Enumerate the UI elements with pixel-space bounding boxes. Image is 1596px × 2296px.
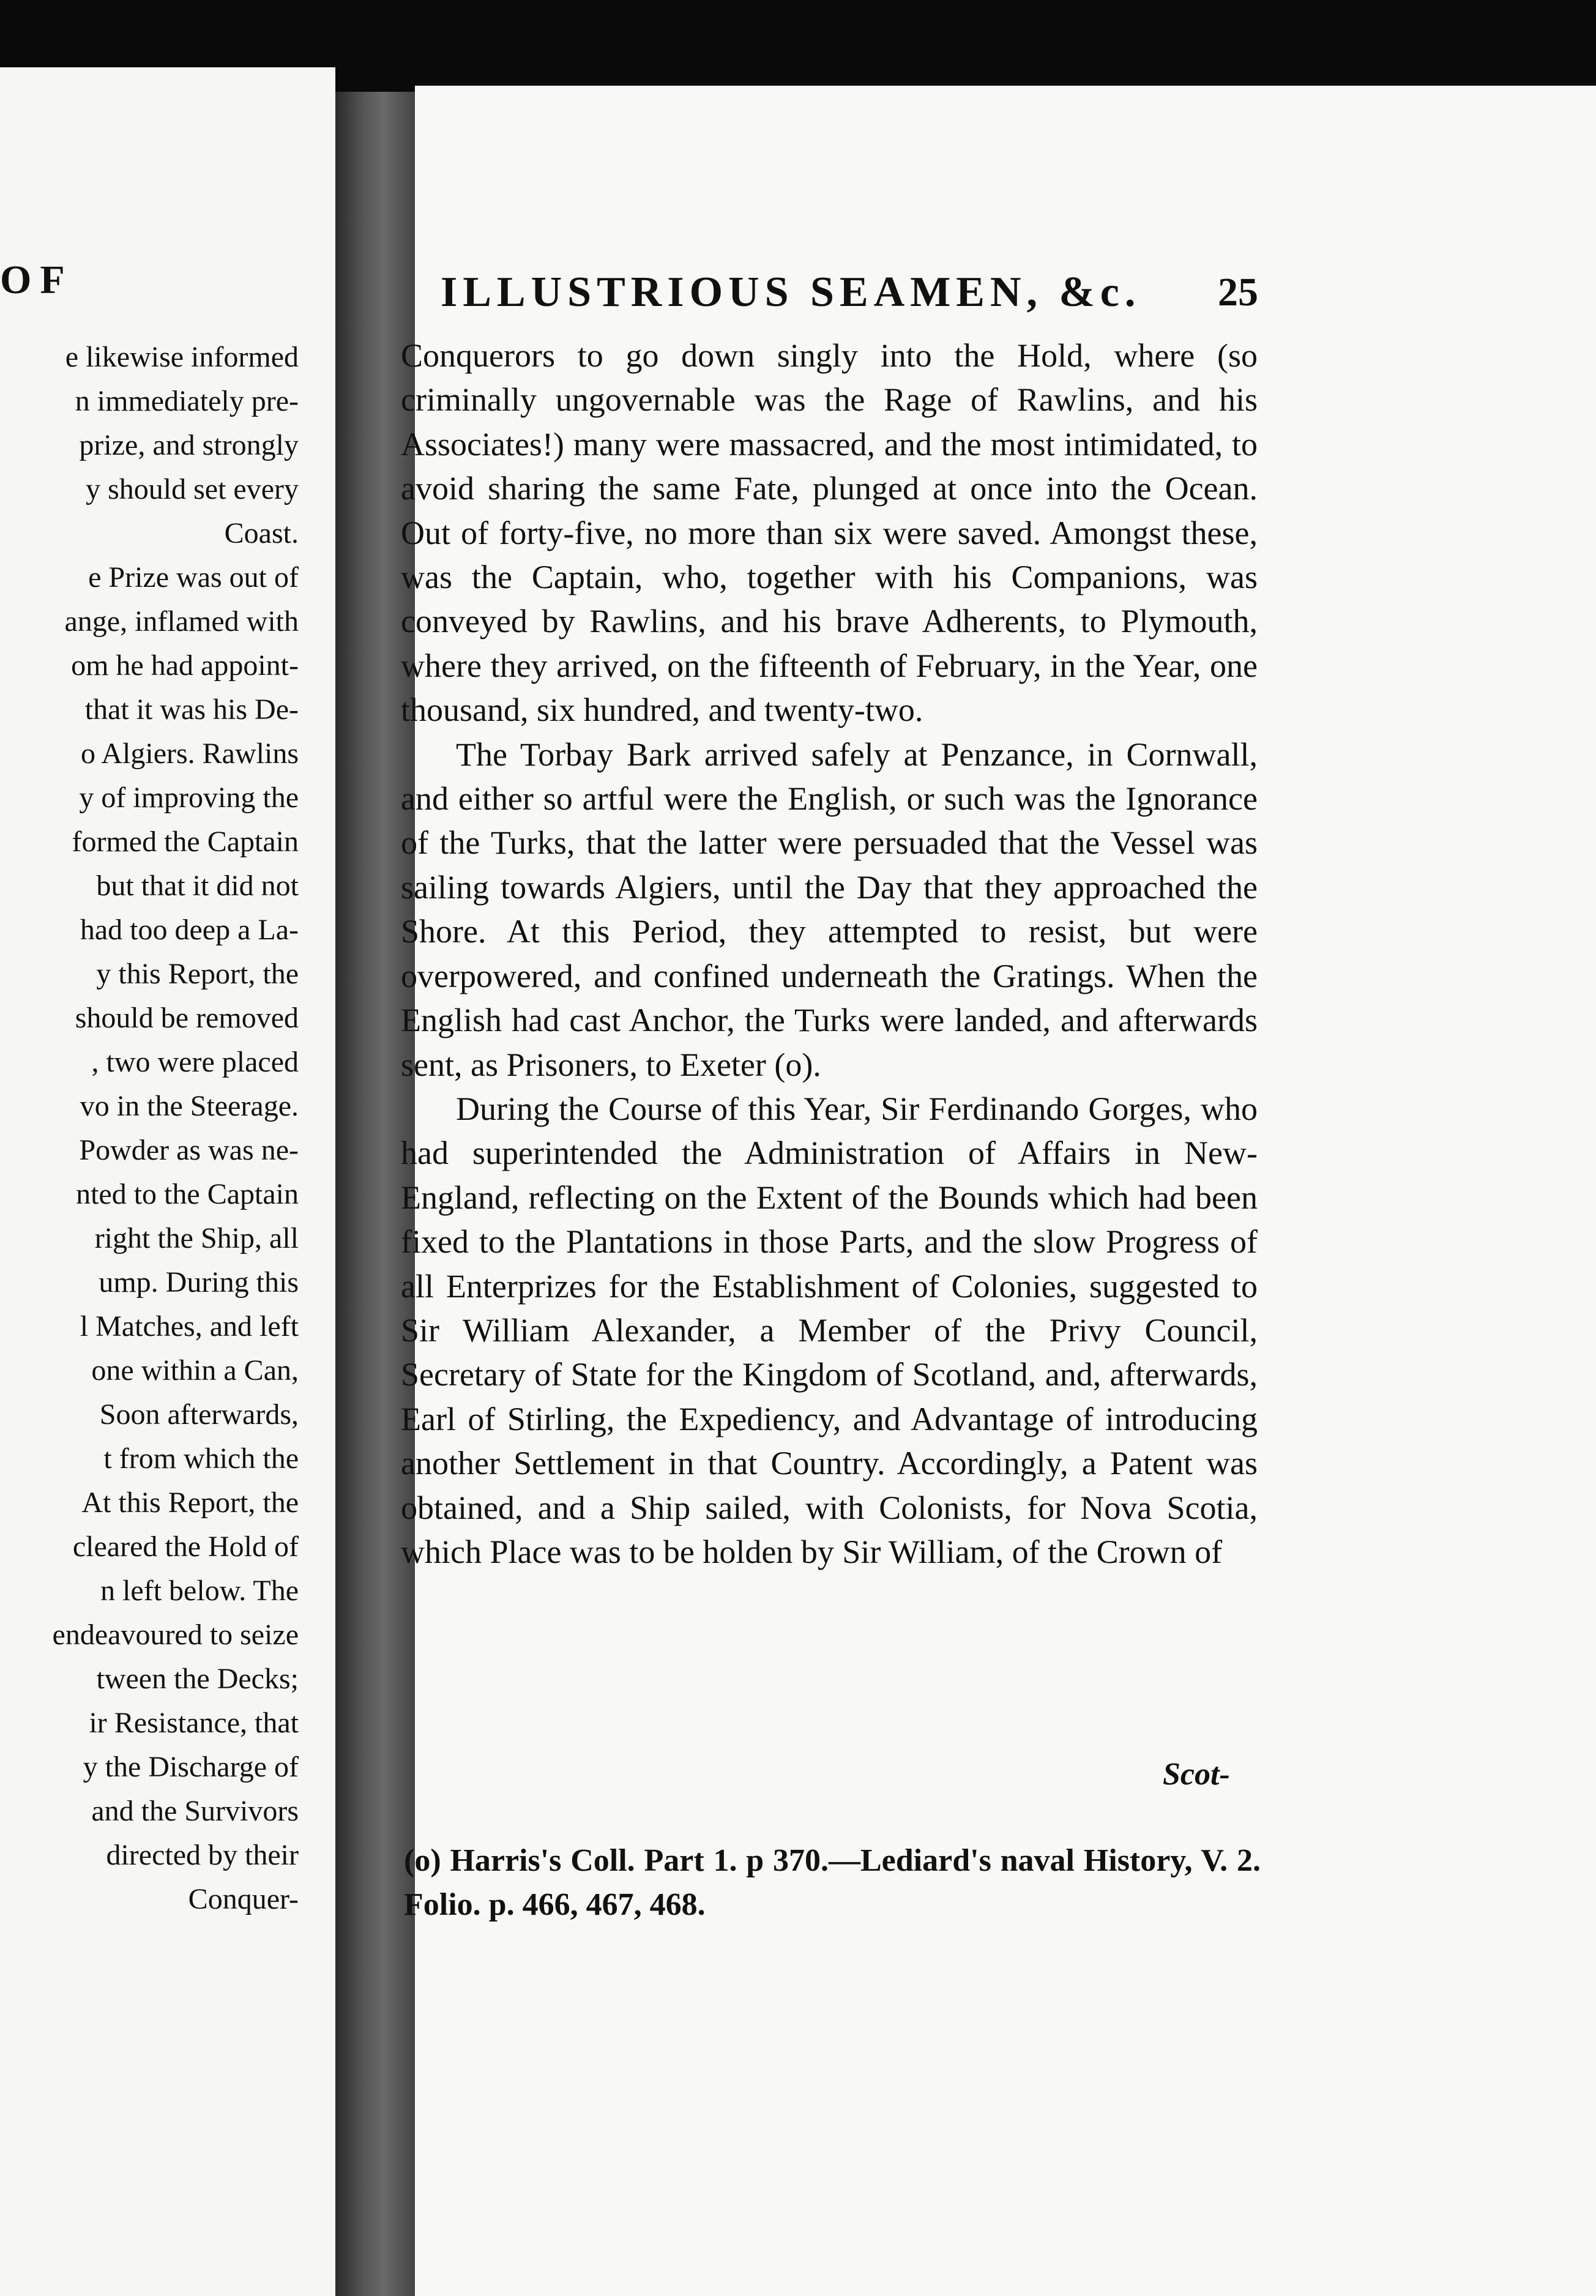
- left-line: o Algiers. Rawlins: [81, 737, 299, 770]
- left-line: had too deep a La-: [80, 914, 299, 946]
- left-line: ump. During this: [99, 1266, 299, 1299]
- left-line: vo in the Steerage.: [80, 1090, 299, 1122]
- left-line: directed by their: [106, 1839, 299, 1871]
- catchword: Scot-: [1163, 1757, 1230, 1792]
- left-line: one within a Can,: [91, 1354, 299, 1387]
- left-line: At this Report, the: [81, 1486, 299, 1519]
- left-line: Soon afterwards,: [99, 1398, 299, 1431]
- left-line: Conquer-: [188, 1883, 299, 1915]
- left-line: right the Ship, all: [94, 1222, 299, 1254]
- left-line: and the Survivors: [91, 1795, 299, 1827]
- running-head: ILLUSTRIOUS SEAMEN, &c.: [441, 269, 1141, 316]
- left-running-head-fragment: OF: [0, 258, 73, 302]
- left-page: [0, 67, 335, 2296]
- left-line: , two were placed: [91, 1046, 299, 1078]
- left-line: nted to the Captain: [76, 1178, 299, 1210]
- left-line: formed the Captain: [72, 826, 299, 858]
- page-number: 25: [1218, 270, 1258, 315]
- left-line: cleared the Hold of: [72, 1530, 299, 1563]
- left-line: e Prize was out of: [88, 561, 299, 594]
- left-line: om he had appoint-: [71, 649, 299, 682]
- left-line: y of improving the: [79, 781, 299, 814]
- left-line: n left below. The: [100, 1575, 299, 1607]
- left-line: should be removed: [75, 1002, 299, 1034]
- footnote: (o) Harris's Coll. Part 1. p 370.—Lediard's naval History, V. 2. Folio. p. 466, 467, 468.: [404, 1843, 1261, 1922]
- left-line: y the Discharge of: [83, 1751, 299, 1783]
- left-line: ir Resistance, that: [89, 1707, 299, 1739]
- left-line: endeavoured to seize: [52, 1619, 299, 1651]
- left-line: y should set every: [86, 473, 299, 505]
- left-line: ange, inflamed with: [64, 605, 299, 638]
- left-line: Powder as was ne-: [79, 1134, 299, 1166]
- body-text: [401, 334, 1258, 1574]
- left-line: tween the Decks;: [96, 1663, 299, 1695]
- left-line: t from which the: [103, 1442, 299, 1475]
- paragraph-3: During the Course of this Year, Sir Ferdinando Gorges, who had superintended the Administration of Affairs in New-England, reflecting on the Extent of the Bounds which had been fixed to the Plantations in those Parts, and the slow Progress of all Enterprizes for the Establishment of Colonies, suggested to Sir William Alexander, a Member of the Privy Council, Secretary of State for the Kingdom of Scotland, and, afterwards, Earl of Stirling, the Expediency, and Advantage of introducing another Settlement in that Country. Accordingly, a Patent was obtained, and a Ship sailed, with Colonists, for Nova Scotia, which Place was to be holden by Sir William, of the Crown of: [401, 1090, 1258, 1570]
- left-line: Coast.: [224, 517, 299, 550]
- left-page-text: [0, 335, 299, 1921]
- left-line: n immediately pre-: [75, 385, 299, 417]
- paragraph-2: The Torbay Bark arrived safely at Penzance, in Cornwall, and either so artful were the English, or such was the Ignorance of the Turks, that the latter were persuaded that the Vessel was sailing towards Algiers, until the Day that they approached the Shore. At this Period, they attempted to resist, but were overpowered, and confined underneath the Gratings. When the English had cast Anchor, the Turks were landed, and afterwards sent, as Prisoners, to Exeter (o).: [401, 736, 1258, 1083]
- left-line: but that it did not: [96, 870, 299, 902]
- paragraph-1: Conquerors to go down singly into the Hold, where (so criminally ungovernable was the Rage of Rawlins, and his Associates!) many were massacred, and the most intimidated, to avoid sharing the same Fate, plunged at once into the Ocean. Out of forty-five, no more than six were saved. Amongst these, was the Captain, who, together with his Companions, was conveyed by Rawlins, and his brave Adherents, to Plymouth, where they arrived, on the fifteenth of February, in the Year, one thousand, six hundred, and twenty-two.: [401, 337, 1258, 729]
- left-line: that it was his De-: [84, 693, 299, 726]
- left-line: prize, and strongly: [79, 429, 299, 461]
- left-line: y this Report, the: [96, 958, 299, 990]
- left-line: e likewise informed: [65, 341, 299, 373]
- left-line: l Matches, and left: [80, 1310, 299, 1343]
